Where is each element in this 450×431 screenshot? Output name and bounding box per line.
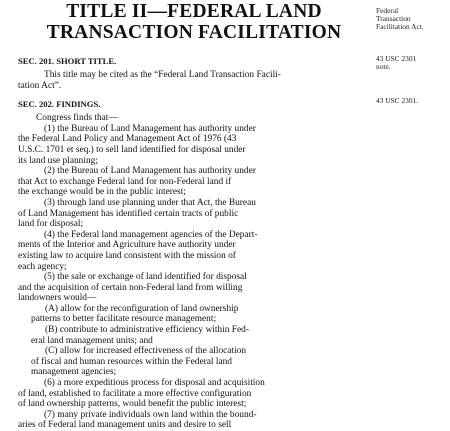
paragraph-line: land for disposal; [18, 219, 84, 230]
paragraph-line: (7) many private individuals own land within the bound- [44, 409, 257, 420]
margin-note-line: Federal [376, 6, 399, 15]
margin-note-title [376, 7, 448, 32]
paragraph-line: aries of Federal land management units and desire to sell [18, 420, 232, 431]
paragraph-line: (A) allow for the reconfiguration of land ownership [45, 303, 239, 314]
paragraph-line: (4) the Federal land management agencies of the Depart- [44, 229, 258, 240]
margin-note-line: Transaction [376, 14, 411, 24]
paragraph-line: U.S.C. 1701 et seq.) to sell land identified for disposal under [18, 144, 246, 155]
paragraph-line: of land, established to facilitate a more effective configuration [18, 388, 252, 399]
margin-note-sec201 [376, 55, 448, 71]
paragraph-line: that Act to exchange Federal land for non-Federal land if [18, 176, 232, 187]
paragraph-line: the exchange would be in the public interest; [18, 187, 186, 198]
paragraph-line: (C) allow for increased effectiveness of the allocation [45, 346, 247, 357]
paragraph-line: patterns to better facilitate resource management; [31, 314, 217, 325]
paragraph-line: tation Act”. [18, 80, 62, 91]
paragraph-line: the Federal Land Policy and Management Act of 1976 (43 [18, 134, 237, 145]
paragraph-line: management agencies; [31, 367, 117, 378]
paragraph-line: existing law to acquire land consistent with the mission of [18, 250, 236, 261]
paragraph-line: Congress finds that— [36, 113, 118, 124]
document-body [18, 0, 370, 431]
title-heading [18, 0, 370, 43]
margin-note-line: 43 USC 2301. [376, 96, 419, 105]
paragraph-line: ments of the Interior and Agriculture have authority under [18, 240, 236, 251]
section-201-heading: SEC. 201. SHORT TITLE. [18, 56, 117, 66]
paragraph-line: of Land Management has identified certain tracts of public [18, 208, 239, 219]
margin-note-line: 43 USC 2301 [376, 54, 417, 63]
paragraph-line: (2) the Bureau of Land Management has authority under [44, 166, 256, 177]
title-line-2: TRANSACTION FACILITATION [46, 22, 342, 43]
paragraph-line: landowners would— [18, 293, 97, 304]
paragraph-line: each agency; [18, 261, 67, 272]
title-line-1: TITLE II—FEDERAL LAND [66, 1, 322, 22]
paragraph-line: (6) a more expeditious process for disposal and acquisition [44, 378, 265, 389]
section-202-heading: SEC. 202. FINDINGS. [18, 99, 101, 110]
paragraph-line: of land ownership patterns, would benefit the public interest; [18, 399, 247, 410]
paragraph-line: eral land management units; and [31, 335, 153, 346]
paragraph-line: This title may be cited as the “Federal Land Transaction Facili- [44, 70, 281, 80]
margin-note-line: note. [376, 62, 391, 72]
paragraph-line: (1) the Bureau of Land Management has authority under [44, 123, 256, 134]
paragraph-line: (5) the sale or exchange of land identified for disposal [44, 272, 247, 283]
paragraph-line: and the acquisition of certain non-Federal land from willing [18, 282, 243, 293]
paragraph-line: its land use planning; [18, 155, 98, 166]
paragraph-line: (3) through land use planning under that Act, the Bureau [44, 197, 256, 208]
margin-note-sec202 [376, 97, 448, 105]
paragraph-line: (B) contribute to administrative efficiency within Fed- [45, 325, 249, 336]
margin-note-line: Facilitation Act. [376, 22, 424, 32]
paragraph-line: of fiscal and human resources within the Federal land [31, 356, 232, 367]
